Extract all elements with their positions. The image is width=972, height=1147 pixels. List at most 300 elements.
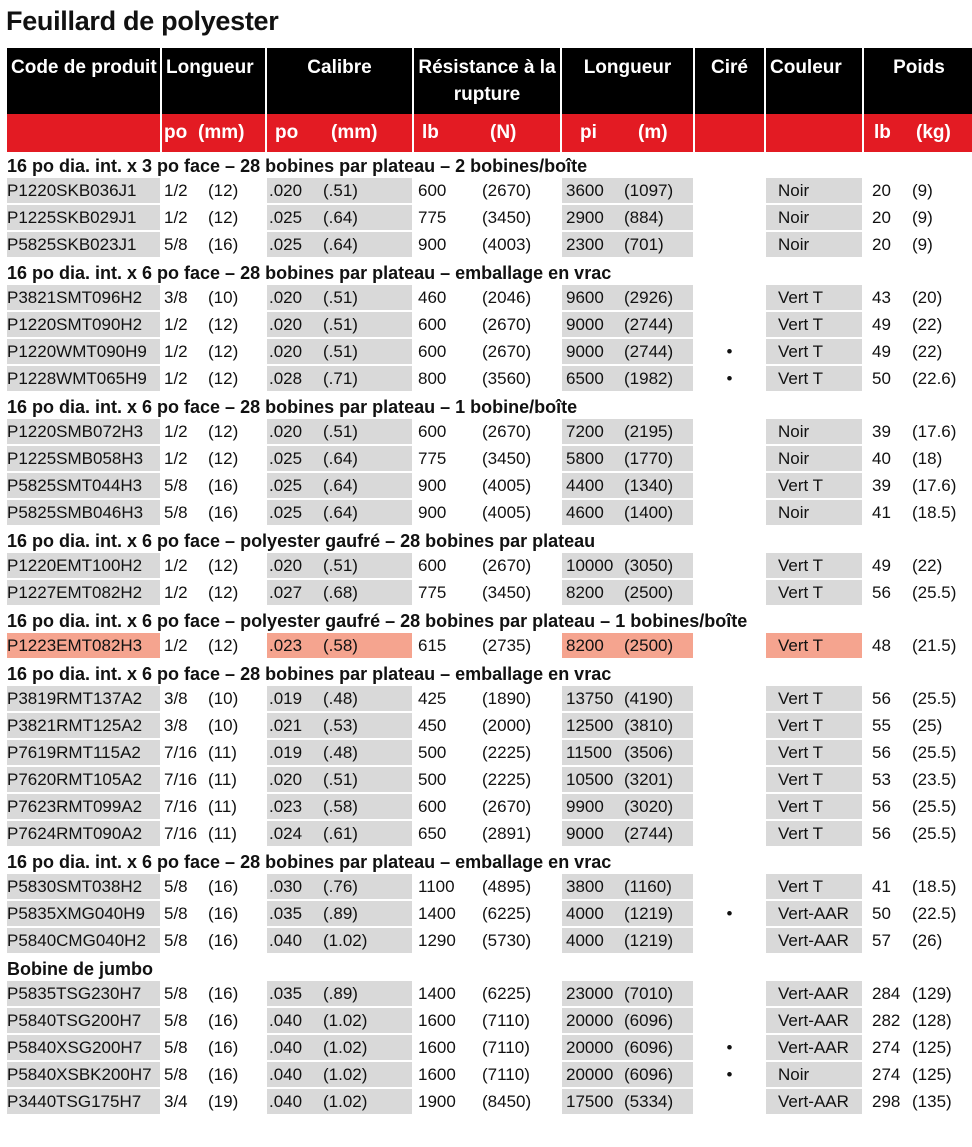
longueur2-cell-metric: (3201) <box>624 769 674 789</box>
table-row <box>7 928 972 955</box>
poids-cell-metric: (22) <box>912 555 943 575</box>
poids-cell-value: 274 <box>872 1037 901 1057</box>
cire-cell <box>695 713 764 740</box>
poids-cell-value: 20 <box>872 180 891 200</box>
couleur-cell: Vert T <box>766 686 862 713</box>
poids-cell-metric: (17.6) <box>912 421 957 441</box>
longueur2-cell-value: 9600 <box>566 287 604 307</box>
longueur2-cell-metric: (2744) <box>624 314 674 334</box>
resistance-cell-pair <box>414 419 560 444</box>
resistance-cell <box>414 312 560 339</box>
calibre-cell-value: .040 <box>269 1064 303 1084</box>
poids-cell-pair <box>864 419 972 444</box>
calibre-cell <box>267 981 412 1008</box>
poids-cell <box>864 686 972 713</box>
calibre-cell <box>267 928 412 955</box>
cire-cell <box>695 686 764 713</box>
longueur-cell-metric: (16) <box>208 502 239 522</box>
poids-cell <box>864 473 972 500</box>
table-row <box>7 500 972 527</box>
longueur2-cell <box>562 1089 693 1116</box>
couleur-cell: Vert T <box>766 794 862 821</box>
longueur-cell <box>162 928 265 955</box>
poids-cell-value: 48 <box>872 635 891 655</box>
calibre-cell <box>267 740 412 767</box>
couleur-cell: Vert-AAR <box>766 1008 862 1035</box>
longueur-cell-pair <box>162 419 265 444</box>
longueur-cell-metric: (16) <box>208 234 239 254</box>
calibre-cell-value: .040 <box>269 1091 303 1111</box>
cire-cell <box>695 553 764 580</box>
poids-cell <box>864 981 972 1008</box>
couleur-cell: Noir <box>766 178 862 205</box>
longueur2-cell-value: 9000 <box>566 823 604 843</box>
poids-cell <box>864 1008 972 1035</box>
longueur2-cell-value: 12500 <box>566 715 614 735</box>
resistance-cell <box>414 794 560 821</box>
calibre-cell-value: .020 <box>269 341 303 361</box>
longueur2-cell-pair <box>562 366 693 391</box>
calibre-cell <box>267 205 412 232</box>
resistance-cell-value: 460 <box>418 287 447 307</box>
table-row <box>7 1008 972 1035</box>
resistance-cell-pair <box>414 1035 560 1060</box>
calibre-cell-value: .020 <box>269 555 303 575</box>
calibre-cell <box>267 901 412 928</box>
calibre-cell-metric: (.51) <box>323 555 358 575</box>
poids-cell <box>864 366 972 393</box>
poids-cell-pair <box>864 1062 972 1087</box>
resistance-cell-pair <box>414 713 560 738</box>
calibre-cell-metric: (.64) <box>323 234 358 254</box>
longueur-cell <box>162 312 265 339</box>
calibre-cell-pair <box>267 686 412 711</box>
calibre-cell <box>267 821 412 848</box>
table-row <box>7 686 972 713</box>
resistance-cell-pair <box>414 580 560 605</box>
calibre-cell <box>267 553 412 580</box>
calibre-cell <box>267 767 412 794</box>
table-row <box>7 285 972 312</box>
longueur-cell-pair <box>162 713 265 738</box>
couleur-cell: Noir <box>766 1062 862 1089</box>
resistance-cell-pair <box>414 178 560 203</box>
resistance-cell <box>414 1035 560 1062</box>
resistance-cell-value: 1290 <box>418 930 456 950</box>
longueur2-cell <box>562 1062 693 1089</box>
resistance-cell-pair <box>414 366 560 391</box>
longueur2-cell-metric: (1219) <box>624 930 674 950</box>
calibre-cell-value: .025 <box>269 207 303 227</box>
longueur2-cell-metric: (2744) <box>624 823 674 843</box>
poids-cell-metric: (21.5) <box>912 635 957 655</box>
resistance-cell-pair <box>414 473 560 498</box>
calibre-cell-value: .023 <box>269 796 303 816</box>
poids-cell <box>864 713 972 740</box>
calibre-cell-pair <box>267 553 412 578</box>
calibre-cell-value: .025 <box>269 234 303 254</box>
longueur-cell-pair <box>162 285 265 310</box>
poids-cell-pair <box>864 312 972 337</box>
longueur2-cell-pair <box>562 285 693 310</box>
resistance-cell-pair <box>414 446 560 471</box>
page-title: Feuillard de polyester <box>6 6 279 36</box>
longueur-cell-value: 3/8 <box>164 715 188 735</box>
resistance-cell <box>414 821 560 848</box>
resistance-cell-value: 600 <box>418 180 447 200</box>
calibre-cell-metric: (.48) <box>323 742 358 762</box>
longueur2-cell-metric: (2195) <box>624 421 674 441</box>
unit-label: (mm) <box>198 122 245 143</box>
couleur-cell: Vert T <box>766 473 862 500</box>
longueur2-cell-metric: (701) <box>624 234 664 254</box>
poids-cell-metric: (17.6) <box>912 475 957 495</box>
longueur2-cell-pair <box>562 713 693 738</box>
calibre-cell-pair <box>267 366 412 391</box>
poids-cell <box>864 580 972 607</box>
resistance-cell <box>414 1062 560 1089</box>
calibre-cell-metric: (.51) <box>323 287 358 307</box>
resistance-cell-value: 775 <box>418 448 447 468</box>
longueur2-cell-value: 3600 <box>566 180 604 200</box>
couleur-cell: Vert-AAR <box>766 981 862 1008</box>
calibre-cell-pair <box>267 874 412 899</box>
poids-cell-metric: (135) <box>912 1091 952 1111</box>
longueur-cell-value: 5/8 <box>164 983 188 1003</box>
calibre-cell-pair <box>267 1062 412 1087</box>
section-label: 16 po dia. int. x 3 po face – 28 bobines par plateau – 2 bobines/boîte <box>7 152 972 178</box>
resistance-cell-pair <box>414 205 560 230</box>
resistance-cell-pair <box>414 553 560 578</box>
longueur-cell-value: 1/2 <box>164 582 188 602</box>
resistance-cell-value: 800 <box>418 368 447 388</box>
poids-cell-metric: (25.5) <box>912 582 957 602</box>
resistance-cell <box>414 740 560 767</box>
resistance-cell <box>414 553 560 580</box>
longueur-cell-pair <box>162 740 265 765</box>
longueur-cell-value: 1/2 <box>164 341 188 361</box>
poids-cell-metric: (25.5) <box>912 688 957 708</box>
longueur-cell <box>162 178 265 205</box>
product-code: P3821RMT125A2 <box>7 713 160 740</box>
longueur2-cell-value: 10500 <box>566 769 614 789</box>
table-row <box>7 633 972 660</box>
calibre-cell <box>267 686 412 713</box>
longueur2-cell-pair <box>562 312 693 337</box>
longueur-cell-value: 5/8 <box>164 1064 188 1084</box>
resistance-cell <box>414 633 560 660</box>
longueur2-cell <box>562 178 693 205</box>
resistance-cell-pair <box>414 1008 560 1033</box>
resistance-cell-metric: (3450) <box>482 582 532 602</box>
poids-cell-value: 49 <box>872 341 891 361</box>
longueur2-cell <box>562 767 693 794</box>
calibre-cell-metric: (.64) <box>323 448 358 468</box>
longueur2-cell-metric: (6096) <box>624 1037 674 1057</box>
resistance-cell <box>414 901 560 928</box>
cire-cell <box>695 633 764 660</box>
section-header <box>7 660 972 686</box>
table-row <box>7 1062 972 1089</box>
resistance-cell-value: 775 <box>418 582 447 602</box>
calibre-cell-metric: (.68) <box>323 582 358 602</box>
calibre-cell-metric: (.51) <box>323 769 358 789</box>
poids-cell <box>864 767 972 794</box>
cire-cell: • <box>695 1062 764 1089</box>
resistance-cell-metric: (2735) <box>482 635 532 655</box>
cire-cell <box>695 821 764 848</box>
calibre-cell-value: .020 <box>269 769 303 789</box>
product-code: P1220EMT100H2 <box>7 553 160 580</box>
poids-cell-pair <box>864 821 972 846</box>
cire-cell <box>695 580 764 607</box>
poids-cell-pair <box>864 473 972 498</box>
longueur2-cell-pair <box>562 232 693 257</box>
longueur2-cell-pair <box>562 339 693 364</box>
units-longueur-2 <box>562 114 693 152</box>
longueur-cell-metric: (12) <box>208 314 239 334</box>
poids-cell-metric: (22.5) <box>912 903 957 923</box>
calibre-cell-value: .019 <box>269 688 303 708</box>
units-couleur <box>766 114 862 152</box>
poids-cell-metric: (22) <box>912 314 943 334</box>
product-code: P1225SKB029J1 <box>7 205 160 232</box>
longueur2-cell <box>562 928 693 955</box>
couleur-cell: Vert T <box>766 580 862 607</box>
section-header <box>7 152 972 178</box>
header-calibre: Calibre <box>267 48 412 114</box>
longueur2-cell <box>562 633 693 660</box>
longueur2-cell-metric: (1219) <box>624 903 674 923</box>
poids-cell-metric: (22) <box>912 341 943 361</box>
longueur-cell-value: 1/2 <box>164 555 188 575</box>
section-header <box>7 607 972 633</box>
couleur-cell: Vert T <box>766 633 862 660</box>
table-row <box>7 821 972 848</box>
poids-cell-metric: (129) <box>912 983 952 1003</box>
calibre-cell-value: .024 <box>269 823 303 843</box>
resistance-cell-pair <box>414 794 560 819</box>
longueur-cell-value: 3/8 <box>164 287 188 307</box>
table-row <box>7 205 972 232</box>
poids-cell <box>864 874 972 901</box>
poids-cell-pair <box>864 553 972 578</box>
resistance-cell-value: 1600 <box>418 1064 456 1084</box>
longueur2-cell-metric: (1770) <box>624 448 674 468</box>
poids-cell <box>864 446 972 473</box>
resistance-cell-value: 775 <box>418 207 447 227</box>
poids-cell-pair <box>864 740 972 765</box>
cire-cell <box>695 500 764 527</box>
calibre-cell <box>267 285 412 312</box>
longueur-cell-metric: (12) <box>208 555 239 575</box>
resistance-cell-metric: (2046) <box>482 287 532 307</box>
resistance-cell <box>414 580 560 607</box>
calibre-cell <box>267 874 412 901</box>
resistance-cell-metric: (2225) <box>482 742 532 762</box>
longueur2-cell <box>562 205 693 232</box>
longueur-cell-metric: (11) <box>208 796 237 816</box>
resistance-cell-metric: (2670) <box>482 180 532 200</box>
calibre-cell-pair <box>267 178 412 203</box>
poids-cell-metric: (128) <box>912 1010 952 1030</box>
product-code: P5840XSBK200H7 <box>7 1062 160 1089</box>
resistance-cell-pair <box>414 1089 560 1114</box>
longueur2-cell-value: 13750 <box>566 688 614 708</box>
longueur-cell-pair <box>162 767 265 792</box>
longueur-cell-pair <box>162 1008 265 1033</box>
longueur2-cell-metric: (7010) <box>624 983 674 1003</box>
couleur-cell: Vert-AAR <box>766 1089 862 1116</box>
resistance-cell-value: 425 <box>418 688 447 708</box>
resistance-cell-value: 900 <box>418 234 447 254</box>
calibre-cell-pair <box>267 794 412 819</box>
header-code: Code de produit <box>7 48 160 114</box>
calibre-cell-metric: (.64) <box>323 475 358 495</box>
resistance-cell <box>414 285 560 312</box>
resistance-cell-metric: (6225) <box>482 903 532 923</box>
product-code: P1228WMT065H9 <box>7 366 160 393</box>
resistance-cell-value: 600 <box>418 796 447 816</box>
calibre-cell-metric: (.89) <box>323 903 358 923</box>
header-cire: Ciré <box>695 48 764 114</box>
longueur2-cell <box>562 339 693 366</box>
longueur-cell-metric: (16) <box>208 1010 239 1030</box>
longueur2-cell-pair <box>562 500 693 525</box>
resistance-cell-value: 600 <box>418 341 447 361</box>
resistance-cell-metric: (2891) <box>482 823 532 843</box>
longueur2-cell-metric: (1400) <box>624 502 674 522</box>
resistance-cell-pair <box>414 633 560 658</box>
resistance-cell-value: 500 <box>418 769 447 789</box>
poids-cell <box>864 901 972 928</box>
longueur-cell-metric: (12) <box>208 582 239 602</box>
calibre-cell-pair <box>267 339 412 364</box>
calibre-cell <box>267 178 412 205</box>
poids-cell-value: 43 <box>872 287 891 307</box>
longueur2-cell-pair <box>562 473 693 498</box>
poids-cell-pair <box>864 1089 972 1114</box>
longueur2-cell-pair <box>562 419 693 444</box>
longueur2-cell-metric: (3020) <box>624 796 674 816</box>
poids-cell-value: 39 <box>872 421 891 441</box>
unit-label: (kg) <box>916 122 951 143</box>
product-table <box>5 48 972 1116</box>
calibre-cell-pair <box>267 767 412 792</box>
cire-cell <box>695 232 764 259</box>
header-longueur: Longueur <box>162 48 265 114</box>
calibre-cell-value: .040 <box>269 1037 303 1057</box>
longueur2-cell <box>562 1008 693 1035</box>
couleur-cell: Vert-AAR <box>766 1035 862 1062</box>
longueur-cell-value: 7/16 <box>164 796 198 816</box>
calibre-cell <box>267 1062 412 1089</box>
poids-cell <box>864 928 972 955</box>
resistance-cell-metric: (4003) <box>482 234 532 254</box>
longueur-cell-metric: (16) <box>208 1064 239 1084</box>
resistance-cell-metric: (2670) <box>482 314 532 334</box>
longueur2-cell <box>562 446 693 473</box>
table-row <box>7 580 972 607</box>
poids-cell-pair <box>864 285 972 310</box>
calibre-cell-value: .020 <box>269 314 303 334</box>
units-cire <box>695 114 764 152</box>
resistance-cell <box>414 205 560 232</box>
calibre-cell-metric: (.71) <box>323 368 358 388</box>
longueur-cell-metric: (12) <box>208 341 239 361</box>
resistance-cell-metric: (2225) <box>482 769 532 789</box>
resistance-cell-metric: (1890) <box>482 688 532 708</box>
product-table-wrapper <box>5 48 970 1116</box>
longueur-cell-metric: (19) <box>208 1091 239 1111</box>
unit-label: (mm) <box>331 122 378 143</box>
poids-cell <box>864 821 972 848</box>
longueur2-cell-pair <box>562 1089 693 1114</box>
couleur-cell: Vert T <box>766 740 862 767</box>
poids-cell-metric: (25) <box>912 715 943 735</box>
longueur2-cell <box>562 713 693 740</box>
longueur2-cell-metric: (5334) <box>624 1091 674 1111</box>
calibre-cell-metric: (.64) <box>323 207 358 227</box>
unit-label: po <box>275 122 299 143</box>
section-label: 16 po dia. int. x 6 po face – polyester gaufré – 28 bobines par plateau – 1 bobines/boîte <box>7 607 972 633</box>
poids-cell-metric: (125) <box>912 1037 952 1057</box>
section-header <box>7 527 972 553</box>
product-code: P1220SMB072H3 <box>7 419 160 446</box>
poids-cell <box>864 633 972 660</box>
longueur-cell-value: 1/2 <box>164 421 188 441</box>
resistance-cell-metric: (2670) <box>482 555 532 575</box>
cire-cell <box>695 312 764 339</box>
calibre-cell-pair <box>267 633 412 658</box>
poids-cell-value: 40 <box>872 448 891 468</box>
longueur-cell-value: 3/8 <box>164 688 188 708</box>
longueur2-cell <box>562 821 693 848</box>
calibre-cell-pair <box>267 928 412 953</box>
resistance-cell-pair <box>414 740 560 765</box>
poids-cell-pair <box>864 874 972 899</box>
longueur-cell-pair <box>162 928 265 953</box>
table-row <box>7 874 972 901</box>
longueur2-cell-value: 10000 <box>566 555 614 575</box>
couleur-cell: Vert-AAR <box>766 928 862 955</box>
longueur2-cell-pair <box>562 901 693 926</box>
longueur-cell <box>162 1089 265 1116</box>
longueur-cell <box>162 500 265 527</box>
poids-cell-value: 284 <box>872 983 901 1003</box>
poids-cell-pair <box>864 232 972 257</box>
longueur2-cell-pair <box>562 767 693 792</box>
product-code: P1220WMT090H9 <box>7 339 160 366</box>
section-header <box>7 259 972 285</box>
units-calibre <box>267 114 412 152</box>
resistance-cell-metric: (7110) <box>482 1037 530 1057</box>
resistance-cell-value: 1600 <box>418 1010 456 1030</box>
table-row <box>7 232 972 259</box>
longueur2-cell-pair <box>562 821 693 846</box>
cire-cell: • <box>695 339 764 366</box>
longueur-cell-value: 5/8 <box>164 1010 188 1030</box>
section-label: 16 po dia. int. x 6 po face – 28 bobines par plateau – emballage en vrac <box>7 259 972 285</box>
couleur-cell: Vert T <box>766 713 862 740</box>
poids-cell-metric: (26) <box>912 930 943 950</box>
calibre-cell-metric: (.58) <box>323 635 358 655</box>
longueur2-cell <box>562 500 693 527</box>
resistance-cell-pair <box>414 767 560 792</box>
longueur2-cell-metric: (1982) <box>624 368 674 388</box>
calibre-cell-pair <box>267 205 412 230</box>
calibre-cell <box>267 339 412 366</box>
